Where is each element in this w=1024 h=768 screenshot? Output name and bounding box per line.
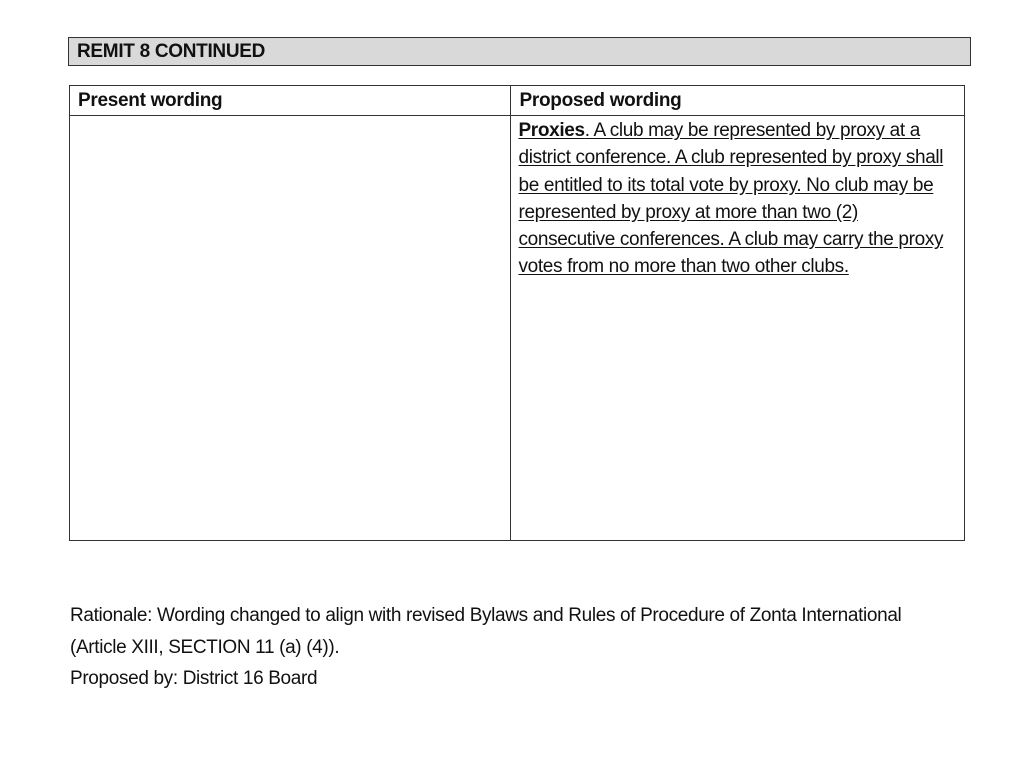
wording-comparison-table (69, 85, 965, 541)
proposed-wording-body: . A club may be represented by proxy at a district conference. A club represented by proxy shall be entitled to its total vote by proxy. No club may be represented by proxy at more than two (2) consecutive conferences. A club may carry the proxy votes from no more than two other clubs. (518, 120, 944, 278)
proposed-by: Proposed by: District 16 Board (70, 668, 318, 689)
footer-notes (70, 600, 970, 695)
table-header-row (70, 86, 965, 116)
proposed-wording-header: Proposed wording (511, 86, 965, 116)
rationale-line-2: (Article XIII, SECTION 11 (a) (4)). (70, 636, 340, 658)
remit-title: REMIT 8 CONTINUED (77, 41, 266, 62)
rationale-line-1: Rationale: Wording changed to align with revised Bylaws and Rules of Procedure of Zonta International (70, 605, 902, 626)
table-body-row (70, 116, 965, 541)
present-wording-cell (70, 116, 511, 541)
remit-header (68, 37, 971, 66)
present-wording-header: Present wording (70, 86, 511, 116)
proposed-wording-text (518, 120, 943, 277)
proposed-wording-cell (511, 116, 965, 541)
proposed-wording-lead: Proxies (518, 120, 585, 141)
